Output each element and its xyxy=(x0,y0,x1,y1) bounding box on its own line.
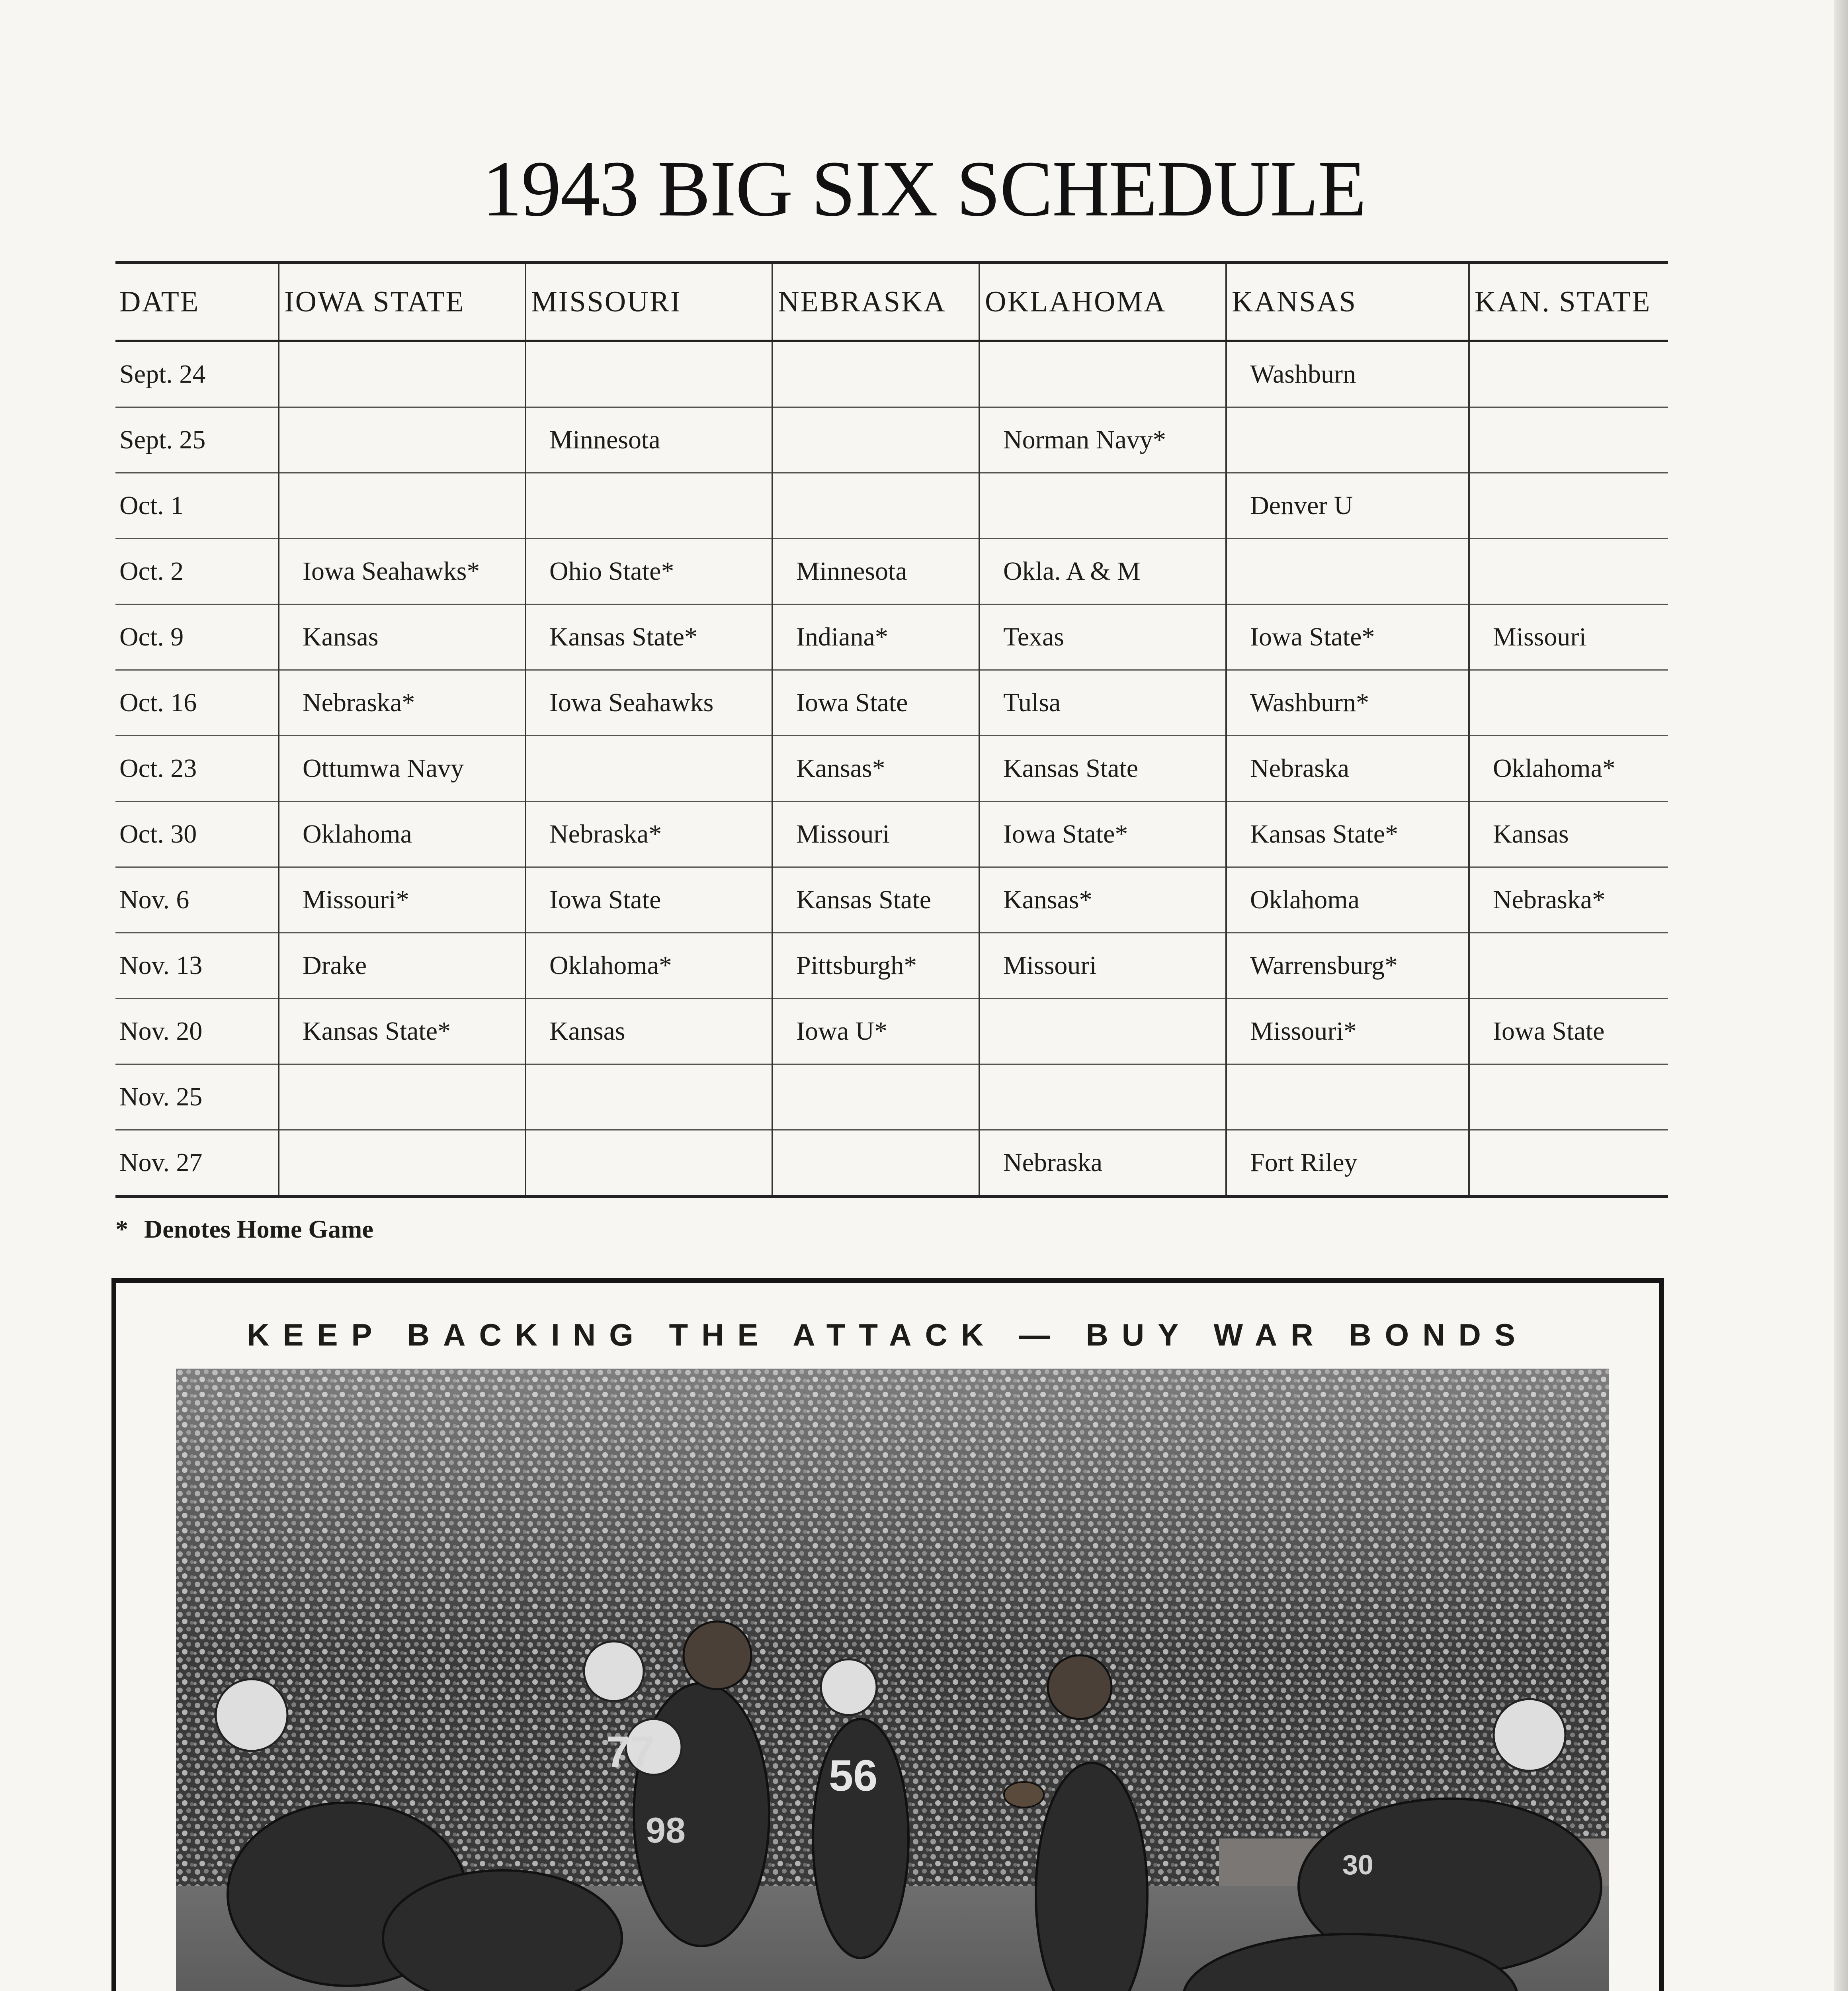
cell-iowa-state xyxy=(279,1130,525,1197)
cell-nebraska: Iowa U* xyxy=(772,999,979,1064)
cell-kansas xyxy=(1226,1064,1469,1130)
cell-oklahoma: Norman Navy* xyxy=(979,407,1226,473)
cell-kansas: Warrensburg* xyxy=(1226,933,1469,999)
field-marker-30: 30 xyxy=(1342,1849,1373,1880)
cell-nebraska: Iowa State xyxy=(772,670,979,736)
cell-iowa-state: Kansas xyxy=(279,604,525,670)
cell-kansas xyxy=(1226,539,1469,604)
footnote-symbol: * xyxy=(115,1215,128,1243)
schedule-row xyxy=(115,999,1668,1064)
cell-kan-state xyxy=(1469,473,1668,539)
page-title: 1943 BIG SIX SCHEDULE xyxy=(482,145,1366,233)
cell-date: Nov. 20 xyxy=(115,999,279,1064)
cell-oklahoma: Nebraska xyxy=(979,1130,1226,1197)
cell-oklahoma: Kansas* xyxy=(979,867,1226,933)
cell-iowa-state: Oklahoma xyxy=(279,802,525,867)
cell-oklahoma: Kansas State xyxy=(979,736,1226,802)
cell-kan-state xyxy=(1469,1130,1668,1197)
jersey-number-56: 56 xyxy=(829,1751,878,1800)
schedule-row xyxy=(115,867,1668,933)
jersey-number-98: 98 xyxy=(646,1811,686,1850)
cell-oklahoma: Tulsa xyxy=(979,670,1226,736)
cell-date: Sept. 25 xyxy=(115,407,279,473)
cell-kan-state xyxy=(1469,670,1668,736)
cell-oklahoma xyxy=(979,341,1226,407)
cell-nebraska xyxy=(772,341,979,407)
cell-nebraska: Indiana* xyxy=(772,604,979,670)
cell-kan-state xyxy=(1469,341,1668,407)
cell-missouri: Iowa State xyxy=(525,867,772,933)
cell-iowa-state: Missouri* xyxy=(279,867,525,933)
cell-nebraska: Kansas State xyxy=(772,867,979,933)
cell-oklahoma: Texas xyxy=(979,604,1226,670)
header-missouri: MISSOURI xyxy=(525,262,772,341)
cell-nebraska: Pittsburgh* xyxy=(772,933,979,999)
cell-missouri: Kansas xyxy=(525,999,772,1064)
cell-nebraska: Minnesota xyxy=(772,539,979,604)
cell-missouri xyxy=(525,1064,772,1130)
cell-oklahoma xyxy=(979,1064,1226,1130)
cell-missouri xyxy=(525,736,772,802)
schedule-row xyxy=(115,473,1668,539)
cell-oklahoma: Iowa State* xyxy=(979,802,1226,867)
schedule-table xyxy=(115,261,1668,1198)
football-game-illustration xyxy=(176,1369,1609,1991)
cell-kansas: Kansas State* xyxy=(1226,802,1469,867)
cell-kansas: Oklahoma xyxy=(1226,867,1469,933)
cell-missouri xyxy=(525,473,772,539)
jersey-number-77: 77 xyxy=(606,1727,655,1776)
header-nebraska: NEBRASKA xyxy=(772,262,979,341)
schedule-row xyxy=(115,1064,1668,1130)
cell-date: Nov. 13 xyxy=(115,933,279,999)
cell-nebraska xyxy=(772,407,979,473)
cell-missouri xyxy=(525,1130,772,1197)
page-edge xyxy=(1834,0,1848,1991)
schedule-row xyxy=(115,1130,1668,1197)
cell-date: Nov. 27 xyxy=(119,1148,203,1177)
cell-kan-state xyxy=(1469,407,1668,473)
cell-kansas xyxy=(1226,407,1469,473)
cell-missouri: Kansas State* xyxy=(525,604,772,670)
header-date: DATE xyxy=(115,262,279,341)
cell-nebraska: Kansas* xyxy=(772,736,979,802)
cell-nebraska xyxy=(772,1130,979,1197)
cell-missouri: Minnesota xyxy=(525,407,772,473)
footnote-text: Denotes Home Game xyxy=(144,1215,373,1243)
cell-kansas: Iowa State* xyxy=(1226,604,1469,670)
cell-date: Oct. 2 xyxy=(115,539,279,604)
cell-iowa-state: Ottumwa Navy xyxy=(279,736,525,802)
cell-iowa-state xyxy=(279,1064,525,1130)
schedule-row xyxy=(115,604,1668,670)
cell-iowa-state: Nebraska* xyxy=(279,670,525,736)
cell-date: Oct. 1 xyxy=(115,473,279,539)
cell-oklahoma: Okla. A & M xyxy=(979,539,1226,604)
schedule-row xyxy=(115,802,1668,867)
cell-missouri: Iowa Seahawks xyxy=(525,670,772,736)
football-game-photo xyxy=(176,1369,1609,1991)
cell-date: Sept. 24 xyxy=(115,341,279,407)
cell-kan-state xyxy=(1469,1064,1668,1130)
cell-kansas: Washburn* xyxy=(1226,670,1469,736)
cell-iowa-state xyxy=(279,473,525,539)
cell-kan-state: Nebraska* xyxy=(1469,867,1668,933)
schedule-row xyxy=(115,736,1668,802)
cell-date: Oct. 23 xyxy=(115,736,279,802)
cell-kansas: Denver U xyxy=(1226,473,1469,539)
cell-date: Oct. 16 xyxy=(115,670,279,736)
cell-iowa-state xyxy=(279,407,525,473)
cell-date: Nov. 25 xyxy=(115,1064,279,1130)
cell-iowa-state: Iowa Seahawks* xyxy=(279,539,525,604)
cell-oklahoma xyxy=(979,999,1226,1064)
cell-kansas: Fort Riley xyxy=(1226,1130,1469,1197)
cell-kansas: Nebraska xyxy=(1226,736,1469,802)
cell-kan-state: Missouri xyxy=(1469,604,1668,670)
cell-date: Oct. 30 xyxy=(115,802,279,867)
cell-date: Oct. 9 xyxy=(115,604,279,670)
schedule-row xyxy=(115,539,1668,604)
header-kan-state: KAN. STATE xyxy=(1469,262,1668,341)
cell-iowa-state: Drake xyxy=(279,933,525,999)
cell-iowa-state xyxy=(279,341,525,407)
schedule-body xyxy=(115,341,1668,1197)
ad-headline: KEEP BACKING THE ATTACK — BUY WAR BONDS xyxy=(247,1317,1529,1352)
cell-nebraska xyxy=(772,1064,979,1130)
cell-kan-state: Kansas xyxy=(1469,802,1668,867)
cell-kan-state xyxy=(1469,539,1668,604)
war-bonds-advertisement xyxy=(111,1278,1664,1991)
cell-kan-state: Iowa State xyxy=(1469,999,1668,1064)
cell-missouri xyxy=(525,341,772,407)
cell-iowa-state: Kansas State* xyxy=(279,999,525,1064)
header-iowa-state: IOWA STATE xyxy=(279,262,525,341)
cell-oklahoma xyxy=(979,473,1226,539)
cell-nebraska xyxy=(772,473,979,539)
schedule-row xyxy=(115,670,1668,736)
footnote xyxy=(115,1215,373,1244)
cell-nebraska: Missouri xyxy=(772,802,979,867)
cell-missouri: Ohio State* xyxy=(525,539,772,604)
cell-missouri: Oklahoma* xyxy=(525,933,772,999)
schedule-row xyxy=(115,341,1668,407)
header-kansas: KANSAS xyxy=(1226,262,1469,341)
cell-kansas: Missouri* xyxy=(1226,999,1469,1064)
schedule-row xyxy=(115,407,1668,473)
cell-kansas: Washburn xyxy=(1226,341,1469,407)
football xyxy=(1004,1782,1044,1807)
cell-oklahoma: Missouri xyxy=(979,933,1226,999)
schedule-header-row xyxy=(115,262,1668,341)
cell-kan-state: Oklahoma* xyxy=(1469,736,1668,802)
schedule-row xyxy=(115,933,1668,999)
cell-kan-state xyxy=(1469,933,1668,999)
header-oklahoma: OKLAHOMA xyxy=(979,262,1226,341)
cell-date: Nov. 6 xyxy=(115,867,279,933)
cell-missouri: Nebraska* xyxy=(525,802,772,867)
